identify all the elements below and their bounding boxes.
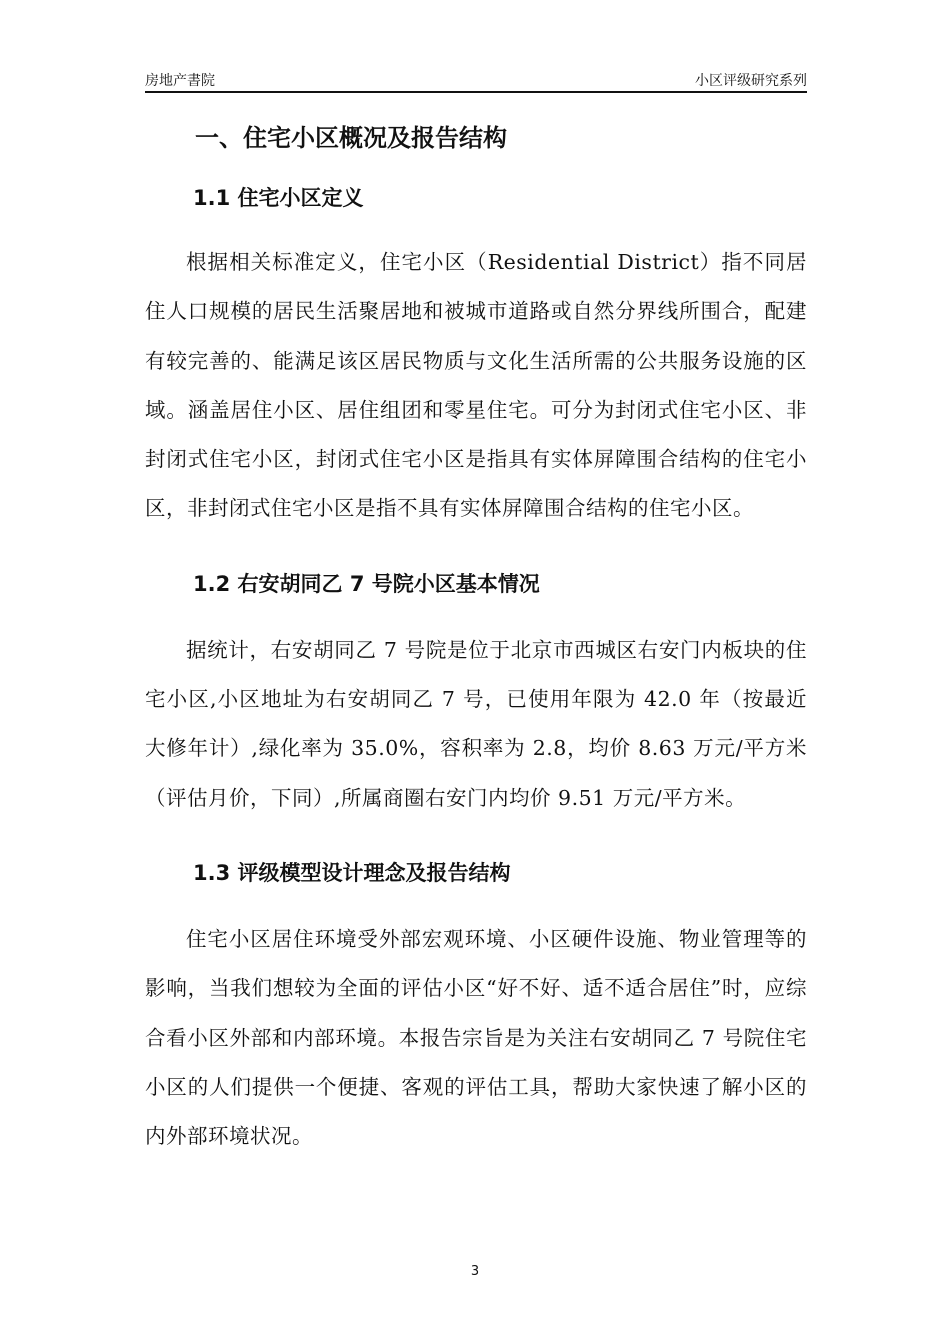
subsection-heading-basic-info: 1.2 右安胡同乙 7 号院小区基本情况 xyxy=(193,571,540,596)
subsection-heading-model-design: 1.3 评级模型设计理念及报告结构 xyxy=(193,860,511,885)
header-divider xyxy=(145,91,807,93)
paragraph-model-design: 住宅小区居住环境受外部宏观环境、小区硬件设施、物业管理等的影响，当我们想较为全面的评估小区“好不好、适不适合居住”时，应综合看小区外部和内部环境。本报告宗旨是为关注右安胡同乙 7 号院住宅小区的人们提供一个便捷、客观的评估工具，帮助大家快速了解小区的内外部环境状况。 xyxy=(145,926,807,1149)
page-body xyxy=(145,118,807,1161)
header-right-title: 小区评级研究系列 xyxy=(695,73,807,89)
subsection-heading-definition: 1.1 住宅小区定义 xyxy=(193,186,364,210)
paragraph-definition: 根据相关标准定义，住宅小区（Residential District）指不同居住人口规模的居民生活聚居地和被城市道路或自然分界线所围合，配建有较完善的、能满足该区居民物质与文化生活所需的公共服务设施的区域。涵盖居住小区、居住组团和零星住宅。可分为封闭式住宅小区、非封闭式住宅小区，封闭式住宅小区是指具有实体屏障围合结构的住宅小区，非封闭式住宅小区是指不具有实体屏障围合结构的住宅小区。 xyxy=(145,250,807,521)
paragraph-basic-info: 据统计，右安胡同乙 7 号院是位于北京市西城区右安门内板块的住宅小区,小区地址为右安胡同乙 7 号，已使用年限为 42.0 年（按最近大修年计）,绿化率为 35.0%，容积率为 2.8，均价 8.63 万元/平方米（评估月价，下同）,所属商圈右安门内均价 9.51 万元/平方米。 xyxy=(145,637,807,810)
section-heading: 一、住宅小区概况及报告结构 xyxy=(195,124,507,152)
header-left-title: 房地产書院 xyxy=(145,73,215,89)
page-number: 3 xyxy=(470,1264,480,1279)
